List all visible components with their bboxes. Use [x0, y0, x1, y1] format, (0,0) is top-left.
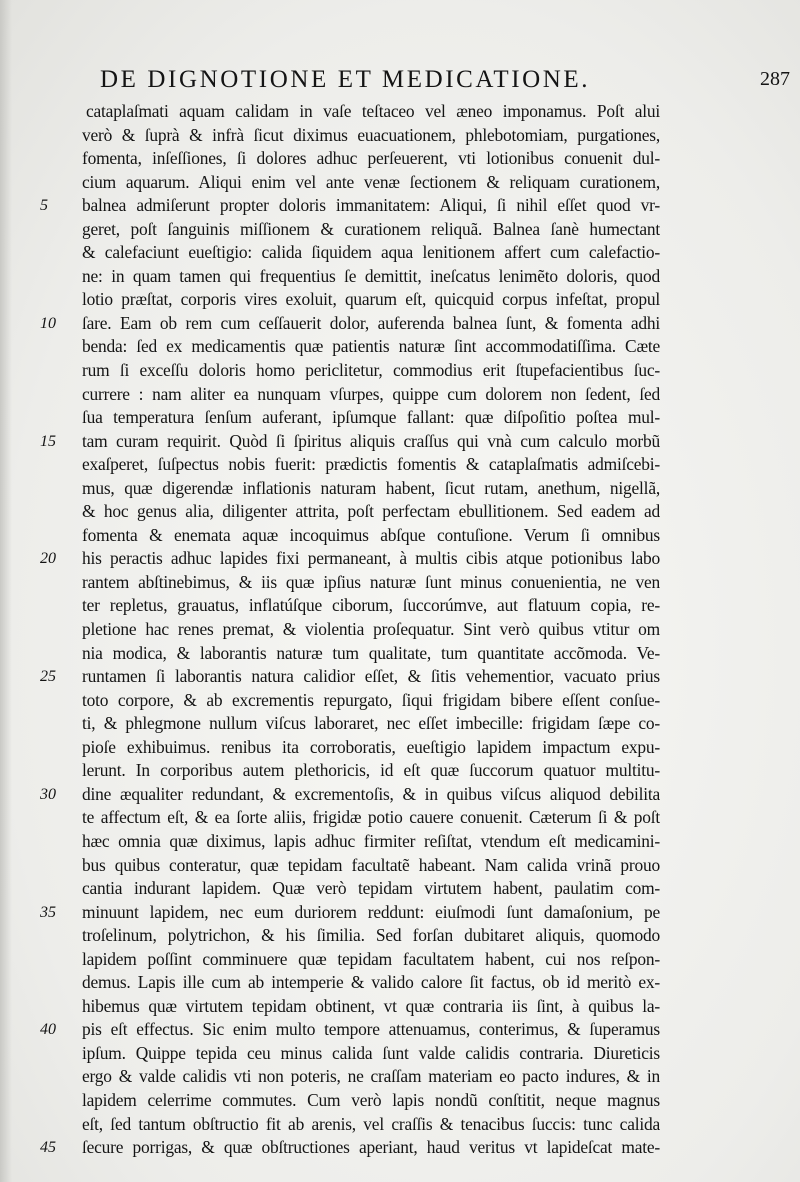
margin-line-number: 40 [40, 1021, 56, 1039]
text-line: verò & ſuprà & infrà ſicut diximus euacuationem, phlebotomiam, purgationes, [82, 124, 660, 145]
page-title: DE DIGNOTIONE ET MEDICATIONE. [100, 66, 591, 93]
margin-line-number: 5 [40, 197, 48, 215]
text-line: pioſe exhibuimus. renibus ita corroboratis, eueſtigio lapidem impactum expu- [82, 736, 660, 757]
text-line: minuunt lapidem, nec eum duriorem reddunt: eiuſmodi ſunt damaſonium, pe [82, 901, 660, 922]
text-line: ipſum. Quippe tepida ceu minus calida ſunt valde calidis contraria. Diureticis [82, 1042, 660, 1063]
page-number: 287 [760, 68, 790, 90]
body-text [82, 100, 660, 1160]
margin-line-number: 35 [40, 903, 56, 921]
text-line: ſare. Eam ob rem cum ceſſauerit dolor, auferenda balnea ſunt, & fomenta adhi [82, 312, 660, 333]
text-line: ſua temperatura ſenſum auferant, ipſumque fallant: quæ diſpoſitio poſtea mul- [82, 407, 660, 428]
page-edge-shadow [0, 0, 12, 1182]
text-line: dine æqualiter redundant, & excrementoſis, & in quibus viſcus aliquod debilita [82, 783, 660, 804]
text-line: benda: ſed ex medicamentis quæ patientis naturæ ſint accommodatiſſima. Cæte [82, 336, 660, 357]
text-line: runtamen ſi laborantis natura calidior eſſet, & ſitis vehementior, vacuato prius [82, 666, 660, 687]
text-line: lapidem poſſint comminuere quæ tepidam facultatem habent, cui nos reſpon- [82, 948, 660, 969]
text-line: cantia indurant lapidem. Quæ verò tepidam virtutem habent, paulatim com- [82, 878, 660, 899]
text-line: hæc omnia quæ diximus, lapis adhuc firmiter reſiſtat, vtendum eſt medicamini- [82, 830, 660, 851]
text-line: cataplaſmati aquam calidam in vaſe teſtaceo vel æneo imponamus. Poſt alui [86, 101, 660, 121]
text-line: & hoc genus alia, diligenter attrita, poſt perfectam ebullitionem. Sed eadem ad [82, 501, 660, 522]
text-line: tam curam requirit. Quòd ſi ſpiritus aliquis craſſus qui vnà cum calculo morbũ [82, 430, 660, 451]
text-line: ergo & valde calidis vti non poteris, ne craſſam materiam eo pacto indures, & in [82, 1066, 660, 1087]
text-line: bus quibus conteratur, quæ tepidam facultatẽ habeant. Nam calida vrinã prouo [82, 854, 660, 875]
text-line: rum ſi exceſſu doloris homo periclitetur, commodius erit ſtupefacientibus ſuc- [82, 360, 660, 381]
margin-line-number: 25 [40, 668, 56, 686]
margin-line-number: 15 [40, 432, 56, 450]
text-line: te affectum eſt, & ea ſorte aliis, frigidæ potio cauere conuenit. Cæterum ſi & poſt [82, 807, 660, 828]
text-line: balnea admiſerunt propter doloris immanitatem: Aliqui, ſi nihil eſſet quod vr- [82, 195, 660, 216]
text-line: eſt, ſed tantum obſtructio fit ab arenis, vel craſſis & tenacibus ſuccis: tunc calida [82, 1113, 660, 1134]
text-line: hibemus quæ virtutem tepidam obtinent, vt quæ contraria iis ſint, à quibus la- [82, 995, 660, 1016]
text-line: nia modica, & laborantis naturæ tum qualitate, tum quantitate accõmoda. Ve- [82, 642, 660, 663]
text-line: ter repletus, grauatus, inflatúſque ciborum, ſuccorúmve, aut flatuum copia, re- [82, 595, 660, 616]
text-line: pletione hac renes premat, & violentia proſequatur. Sint verò quibus vtitur om [82, 619, 660, 640]
text-line: lerunt. In corporibus autem plethoricis, id eſt quæ ſuccorum quatuor multitu- [82, 760, 660, 781]
text-line: pis eſt effectus. Sic enim multo tempore attenuamus, conterimus, & ſuperamus [82, 1019, 660, 1040]
margin-line-number: 20 [40, 550, 56, 568]
text-line: geret, poſt ſanguinis miſſionem & curationem reliquã. Balnea ſanè humectant [82, 218, 660, 239]
margin-line-number: 30 [40, 785, 56, 803]
text-line: cium aquarum. Aliqui enim vel ante venæ ſectionem & reliquam curationem, [82, 171, 660, 192]
text-line: fomenta, inſeſſiones, ſi dolores adhuc perſeuerent, vti lotionibus conuenit dul- [82, 148, 660, 169]
running-header [100, 62, 790, 98]
text-line: ne: in quam tamen qui frequentius ſe demittit, ineſcatus lenimẽto doloris, quod [82, 265, 660, 286]
margin-line-number: 10 [40, 314, 56, 332]
text-line: his peractis adhuc lapides fixi permaneant, à multis cibis atque potionibus labo [82, 548, 660, 569]
text-line: demus. Lapis ille cum ab intemperie & valido calore ſit factus, ob id meritò ex- [82, 972, 660, 993]
text-line: mus, quæ digerendæ inflationis naturam habent, ſicut rutam, anethum, nigellã, [82, 477, 660, 498]
text-line: & calefaciunt eueſtigio: calida ſiquidem aqua lenitionem affert cum calefactio- [82, 242, 660, 263]
text-line: toto corpore, & ab excrementis repurgato, ſiqui frigidam bibere eſſent conſue- [82, 689, 660, 710]
text-line: rantem abſtinebimus, & iis quæ ipſius naturæ ſunt minus conuenientia, ne ven [82, 571, 660, 592]
text-line: lapidem celerrime commutes. Cum verò lapis nondũ conſtitit, neque magnus [82, 1089, 660, 1110]
text-line: lotio præſtat, corporis vires exoluit, quarum eſt, quicquid corpus infeſtat, propul [82, 289, 660, 310]
text-line: fomenta & enemata aquæ incoquimus abſque contuſione. Verum ſi omnibus [82, 524, 660, 545]
text-line: troſelinum, polytrichon, & his ſimilia. Sed forſan dubitaret aliquis, quomodo [82, 925, 660, 946]
text-line: exaſperet, ſuſpectus nobis fuerit: prædictis fomentis & cataplaſmatis admiſcebi- [82, 454, 660, 475]
text-line: currere : nam aliter ea nunquam vſurpes, quippe cum dolorem non ſedent, ſed [82, 383, 660, 404]
margin-line-number: 45 [40, 1139, 56, 1157]
text-line: ſecure porrigas, & quæ obſtructiones aperiant, haud veritus vt lapideſcat mate- [82, 1137, 660, 1158]
text-line: ti, & phlegmone nullum viſcus laboraret, nec eſſet imbecille: frigidam ſæpe co- [82, 713, 660, 734]
